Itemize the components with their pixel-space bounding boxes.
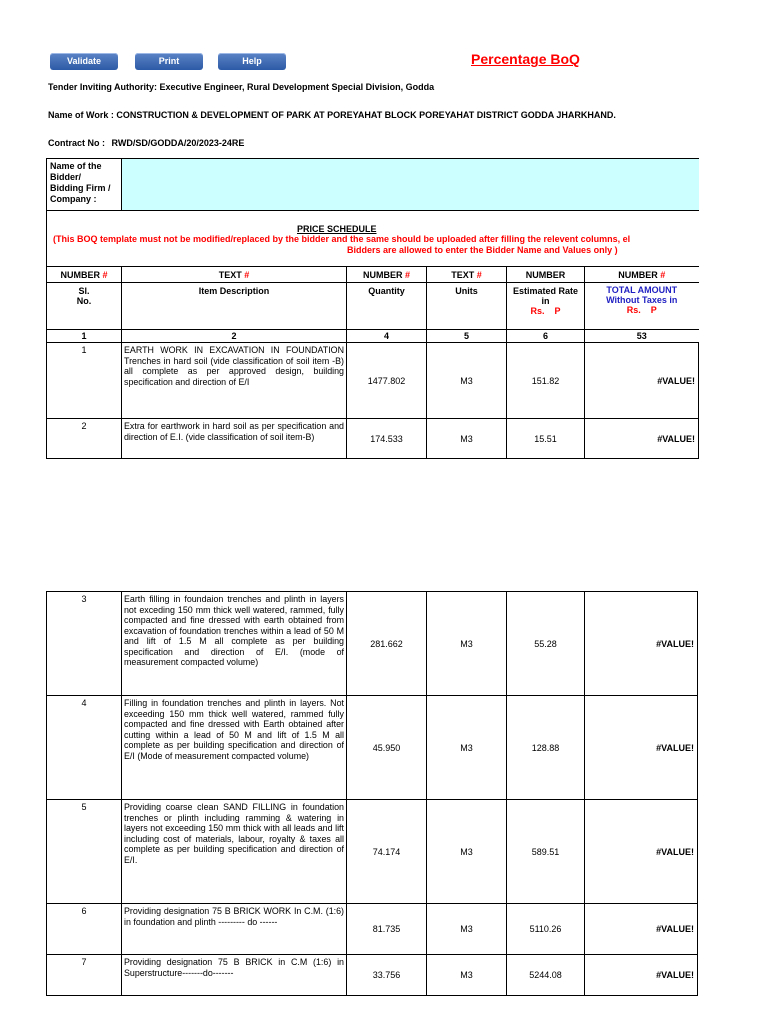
price-schedule-note-2: Bidders are allowed to enter the Bidder Name and Values only ) [347,245,618,255]
item-sl: 6 [47,904,122,955]
item-sl: 3 [47,592,122,696]
price-schedule-note-1: (This BOQ template must not be modified/replaced by the bidder and the same should be uploaded after filling the relevent columns, el [53,234,631,244]
table-row [47,800,698,904]
header-row [47,283,699,330]
type-cell-4: TEXT # [427,267,507,283]
item-rate: 128.88 [507,696,585,800]
item-sl: 7 [47,955,122,996]
item-description: Providing designation 75 B BRICK in C.M (1:6) in Superstructure-------do------- [122,955,347,996]
bidder-name-input[interactable] [122,159,699,211]
item-description: Providing coarse clean SAND FILLING in foundation trenches or plinth including ramming & watering in layers not exceeding 150 mm thick with all leads and lift including cost of materials, labour, royalty & taxes all complete as per building specification and direction of E/I. [122,800,347,904]
item-unit: M3 [427,696,507,800]
item-unit: M3 [427,343,507,419]
type-cell-1: NUMBER # [47,267,122,283]
item-description: Earth filling in foundaion trenches and plinth in layers not exceding 150 mm thick well watered, rammed, fully compacted and fine dressed with earth obtained from excavation of foundation trenches within a lead of 50 M and lift of 1.5 M all complete as per building specification and direction of E/I. (mode of measurement compacted volume) [122,592,347,696]
type-cell-2: TEXT # [122,267,347,283]
colnum-4: 5 [427,330,507,343]
validate-button[interactable]: Validate [50,53,118,70]
header-sl: Sl. No. [47,283,122,330]
item-quantity: 81.735 [347,904,427,955]
contract-label: Contract No : [48,138,105,148]
item-sl: 1 [47,343,122,419]
type-cell-3: NUMBER # [347,267,427,283]
item-description: Extra for earthwork in hard soil as per specification and direction of E.I. (vide classification of soil item-B) [122,419,347,459]
item-total: #VALUE! [585,904,698,955]
item-description: Filling in foundation trenches and plinth in layers. Not exceeding 150 mm thick well watered, rammed fully compacted and fine dressed with Earth obtained after cutting within a lead of 50 M and lift of 1.5 M all complete as per building specification and direction of E/I (Mode of measurement compacted volume) [122,696,347,800]
item-rate: 55.28 [507,592,585,696]
contract-number [48,138,244,148]
item-unit: M3 [427,419,507,459]
bidder-label: Name of the Bidder/ Bidding Firm / Company : [47,159,122,211]
header-quantity: Quantity [347,283,427,330]
help-button[interactable]: Help [218,53,286,70]
table-row [47,343,699,419]
price-schedule-title: PRICE SCHEDULE [297,224,377,234]
price-schedule-row [47,211,699,267]
price-schedule-cell [47,211,699,267]
type-cell-5: NUMBER [507,267,585,283]
colnum-5: 6 [507,330,585,343]
item-total: #VALUE! [585,696,698,800]
table-row [47,955,698,996]
item-rate: 589.51 [507,800,585,904]
item-sl: 2 [47,419,122,459]
table-row [47,904,698,955]
item-rate: 5110.26 [507,904,585,955]
item-unit: M3 [427,955,507,996]
item-quantity: 45.950 [347,696,427,800]
item-unit: M3 [427,592,507,696]
header-description: Item Description [122,283,347,330]
boq-table-continued [46,591,698,996]
item-total: #VALUE! [585,800,698,904]
colnum-3: 4 [347,330,427,343]
table-row [47,592,698,696]
header-units: Units [427,283,507,330]
item-unit: M3 [427,904,507,955]
item-total: #VALUE! [585,955,698,996]
item-sl: 5 [47,800,122,904]
table-row [47,419,699,459]
item-quantity: 1477.802 [347,343,427,419]
bidder-row [47,159,699,211]
name-of-work: Name of Work : CONSTRUCTION & DEVELOPMENT OF PARK AT POREYAHAT BLOCK POREYAHAT DISTRICT GODDA JHARKHAND. [48,110,616,120]
page-title: Percentage BoQ [471,51,580,67]
item-rate: 15.51 [507,419,585,459]
type-row [47,267,699,283]
item-unit: M3 [427,800,507,904]
item-quantity: 281.662 [347,592,427,696]
item-quantity: 174.533 [347,419,427,459]
item-description: Providing designation 75 B BRICK WORK In C.M. (1:6) in foundation and plinth --------- do ------ [122,904,347,955]
type-cell-6: NUMBER # [585,267,699,283]
boq-table-top [46,158,699,459]
colnum-1: 1 [47,330,122,343]
colnum-2: 2 [122,330,347,343]
header-rate: Estimated Rate in Rs. P [507,283,585,330]
item-sl: 4 [47,696,122,800]
contract-value: RWD/SD/GODDA/20/2023-24RE [111,138,245,148]
item-rate: 151.82 [507,343,585,419]
print-button[interactable]: Print [135,53,203,70]
table-row [47,696,698,800]
item-total: #VALUE! [585,592,698,696]
item-rate: 5244.08 [507,955,585,996]
tender-authority: Tender Inviting Authority: Executive Engineer, Rural Development Special Division, Godda [48,82,435,92]
item-quantity: 74.174 [347,800,427,904]
column-number-row [47,330,699,343]
colnum-6: 53 [585,330,699,343]
item-description: EARTH WORK IN EXCAVATION IN FOUNDATION Trenches in hard soil (vide classification of soil item -B) all complete as per approved design, building specification and direction of E/I [122,343,347,419]
header-total: TOTAL AMOUNT Without Taxes in Rs. P [585,283,699,330]
item-quantity: 33.756 [347,955,427,996]
item-total: #VALUE! [585,419,699,459]
item-total: #VALUE! [585,343,699,419]
